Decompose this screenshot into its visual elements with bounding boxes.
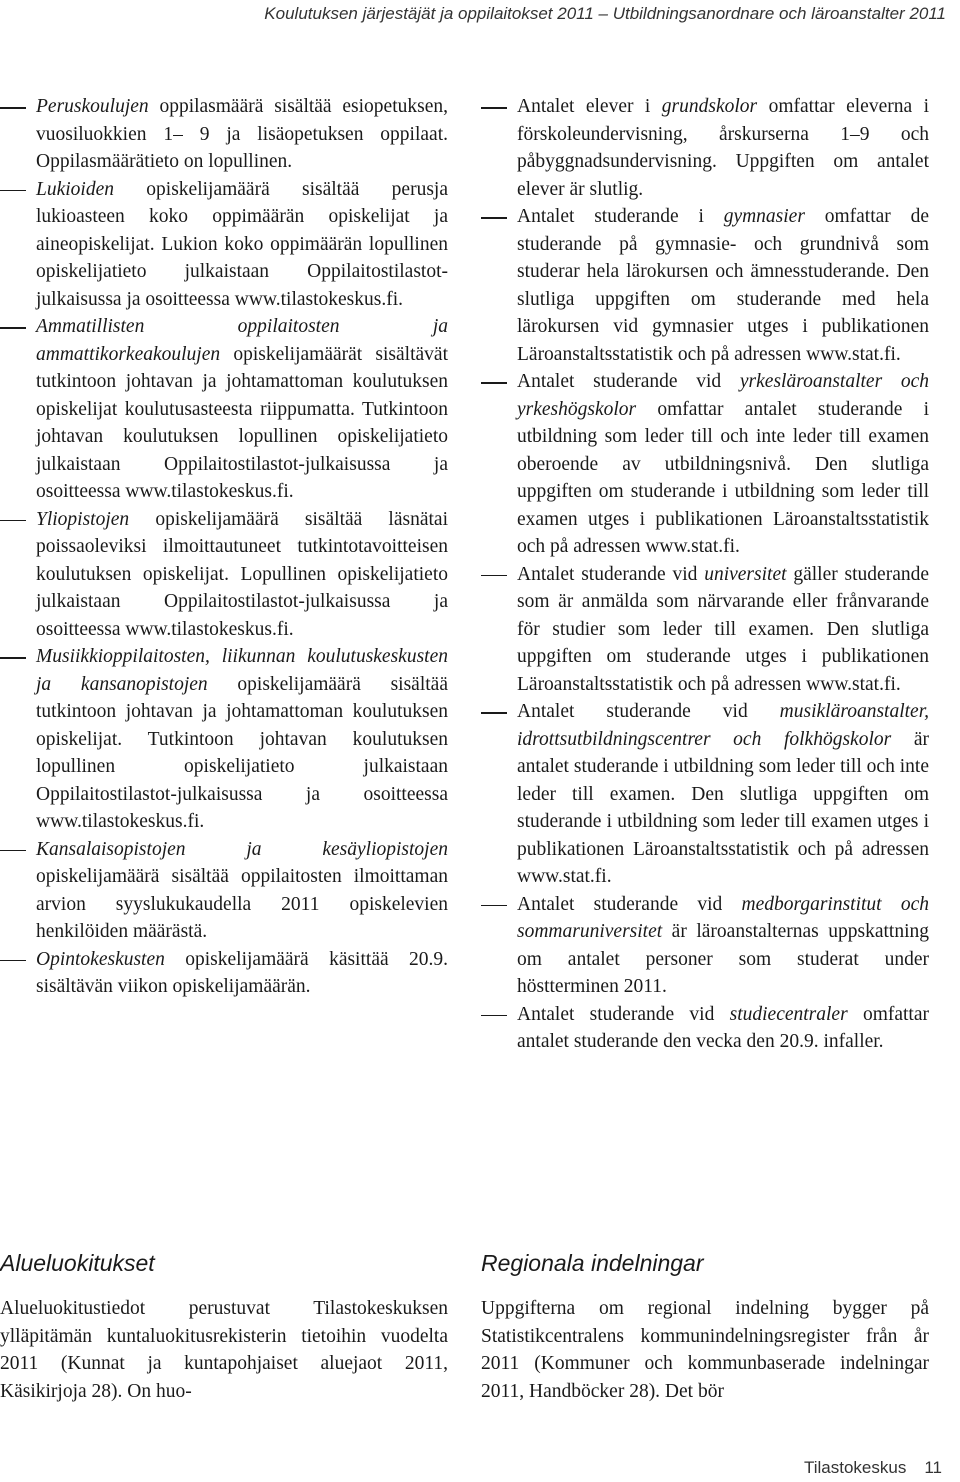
section-title-regionala-indelningar: Regionala indelningar (481, 1250, 704, 1276)
page-number: 11 (924, 1458, 942, 1477)
list-item (481, 203, 929, 368)
item-lead-text: Antalet studerande vid (517, 371, 740, 392)
item-text: opiskelijamäärä käsittää 20.9. sisältävän viikon opiskelijamäärän. (36, 948, 448, 997)
item-lead-text: Antalet studerande vid (517, 563, 705, 585)
list-item (481, 561, 929, 699)
item-emphasis: Yliopistojen (36, 508, 130, 530)
item-text: är läroanstalternas uppskattning om antalet personer som studerat under höstterminen 2011. (517, 921, 929, 997)
item-lead-text: Antalet studerande i (517, 206, 724, 227)
item-text: omfattar antalet studerande i utbildning som leder till och inte leder till examen oberoende av utbildningsnivå. Den slutliga uppgiften om studerande i utbildning som leder till examen utges i publikationen Läroanstaltsstatistik och på adressen www.stat.fi. (517, 398, 929, 557)
left-column (0, 93, 448, 1001)
item-text: omfattar antalet studerande den vecka den 20.9. infaller. (517, 1003, 929, 1052)
item-emphasis: Ammatillisten oppilaitosten ja ammattikorkeakoulujen (36, 316, 448, 365)
item-text: opiskelijamäärä sisältää oppilaitosten ilmoittaman arvion syyslukukaudella 2011 opiskelevien henkilöiden määrästä. (36, 866, 448, 942)
finnish-definitions-list (0, 93, 448, 1001)
item-emphasis: yrkesläroanstalter och yrkeshögskolor (517, 371, 930, 420)
list-item (0, 93, 448, 176)
item-text: gäller studerande som är anmälda som närvarande eller frånvarande för studier som leder till examen. Den slutliga uppgiften om studerande utges i publikationen Läroanstaltsstatistik och på adressen www.stat.fi. (517, 563, 929, 695)
item-text: opiskelijamäärä sisältää läsnätai poissaoleviksi ilmoittautuneet tutkintotavoitteisen koulutuksen opiskelijat. Lopullinen opiskelijatieto julkaistaan Oppilaitostilastot-julkaisussa ja osoitteessa www.tilastokeskus.fi. (36, 508, 448, 640)
list-item (481, 93, 929, 203)
list-item (481, 698, 929, 891)
item-emphasis: musikläroanstalter, idrottsutbildningscentrer och folkhögskolor (517, 701, 929, 750)
list-item (0, 946, 448, 1001)
item-text: opiskelijamäärät sisältävät tutkintoon johtavan ja johtamattoman koulutuksen opiskelijat koulutusasteesta riippumatta. Tutkintoon johtavan koulutuksen lopullinen opiskelijatieto julkaistaan Oppilaitostilastot-julkaisussa ja osoitteessa www.tilastokeskus.fi. (36, 343, 448, 502)
item-emphasis: studiecentraler (729, 1003, 848, 1025)
item-emphasis: Musiikkioppilaitosten, liikunnan koulutuskeskusten ja kansanopistojen (36, 646, 448, 695)
item-text: opiskelijamäärä sisältää tutkintoon johtavan ja johtamattoman koulutuksen opiskelijat. Tutkintoon johtavan koulutuksen lopullinen opiskelijatieto julkaistaan Oppilaitostilastot-julkaisussa ja osoitteessa www.tilastokeskus.fi. (36, 673, 448, 832)
page-footer (804, 1458, 942, 1478)
list-item (0, 506, 448, 644)
item-emphasis: medborgarinstitut och sommaruniversitet (517, 893, 929, 942)
list-item (0, 313, 448, 506)
item-text: oppilasmäärä sisältää esiopetuksen, vuosiluokkien 1– 9 ja lisäopetuksen oppilaat. Oppilasmäärätieto on lopullinen. (36, 96, 448, 172)
item-emphasis: universitet (704, 563, 787, 585)
regional-section-sv (481, 1250, 929, 1405)
item-emphasis: Peruskoulujen (36, 96, 149, 117)
item-text: är antalet studerande i utbildning som leder till och inte leder till examen. Den slutliga uppgiften om studerande i utbildning som leder till examen utges i publikationen Läroanstaltsstatistik och på adressen www.stat.fi. (517, 728, 929, 887)
footer-publisher: Tilastokeskus (803, 1458, 907, 1477)
list-item (481, 891, 929, 1001)
item-text: omfattar eleverna i förskoleundervisning, årskurserna 1–9 och påbyggnadsundervisning. Uppgiften om antalet elever är slutlig. (517, 96, 929, 200)
regional-section-fi (0, 1250, 448, 1405)
item-text: omfattar de studerande på gymnasie- och grundnivå som studerar hela lärokursen och ämnesstuderande. Den slutliga uppgiften om studerande med hela lärokursen vid gymnasier utges i publikationen Läroanstaltsstatistik och på adressen www.stat.fi. (517, 206, 929, 365)
list-item (0, 176, 448, 314)
list-item (0, 836, 448, 946)
swedish-definitions-list (481, 93, 929, 1056)
running-header: Koulutuksen järjestäjät ja oppilaitokset 2011 – Utbildningsanordnare och läroanstalter 2011 (264, 4, 946, 23)
item-lead-text: Antalet elever i (517, 96, 662, 117)
section-title-alueluokitukset: Alueluokitukset (0, 1250, 155, 1276)
item-lead-text: Antalet studerande vid (517, 701, 780, 722)
item-lead-text: Antalet studerande vid (517, 1003, 730, 1025)
list-item (0, 643, 448, 836)
list-item (481, 368, 929, 561)
item-emphasis: gymnasier (723, 206, 805, 227)
item-emphasis: Kansalaisopistojen ja kesäyliopistojen (36, 838, 448, 860)
item-lead-text: Antalet studerande vid (517, 893, 742, 915)
list-item (481, 1001, 929, 1056)
item-emphasis: Lukioiden (36, 178, 114, 200)
item-emphasis: grundskolor (661, 96, 758, 117)
item-emphasis: Opintokeskusten (36, 948, 165, 970)
section-body-fi: Alueluokitustiedot perustuvat Tilastokeskuksen ylläpitämän kuntaluokitusrekisterin tietoihin vuodelta 2011 (Kunnat ja kuntapohjaiset aluejaot 2011, Käsikirjoja 28). On huo- (0, 1298, 448, 1402)
section-body-sv: Uppgifterna om regional indelning bygger på Statistikcentralens kommunindelningsregister från år 2011 (Kommuner och kommunbaserade indelningar 2011, Handböcker 28). Det bör (481, 1298, 929, 1402)
item-text: opiskelijamäärä sisältää perusja lukioasteen koko oppimäärän opiskelijat ja aineopiskelijat. Lukion koko oppimäärän lopullinen opiskelijatieto julkaistaan Oppilaitostilastot-julkaisussa ja osoitteessa www.tilastokeskus.fi. (36, 178, 448, 310)
right-column (481, 93, 929, 1056)
